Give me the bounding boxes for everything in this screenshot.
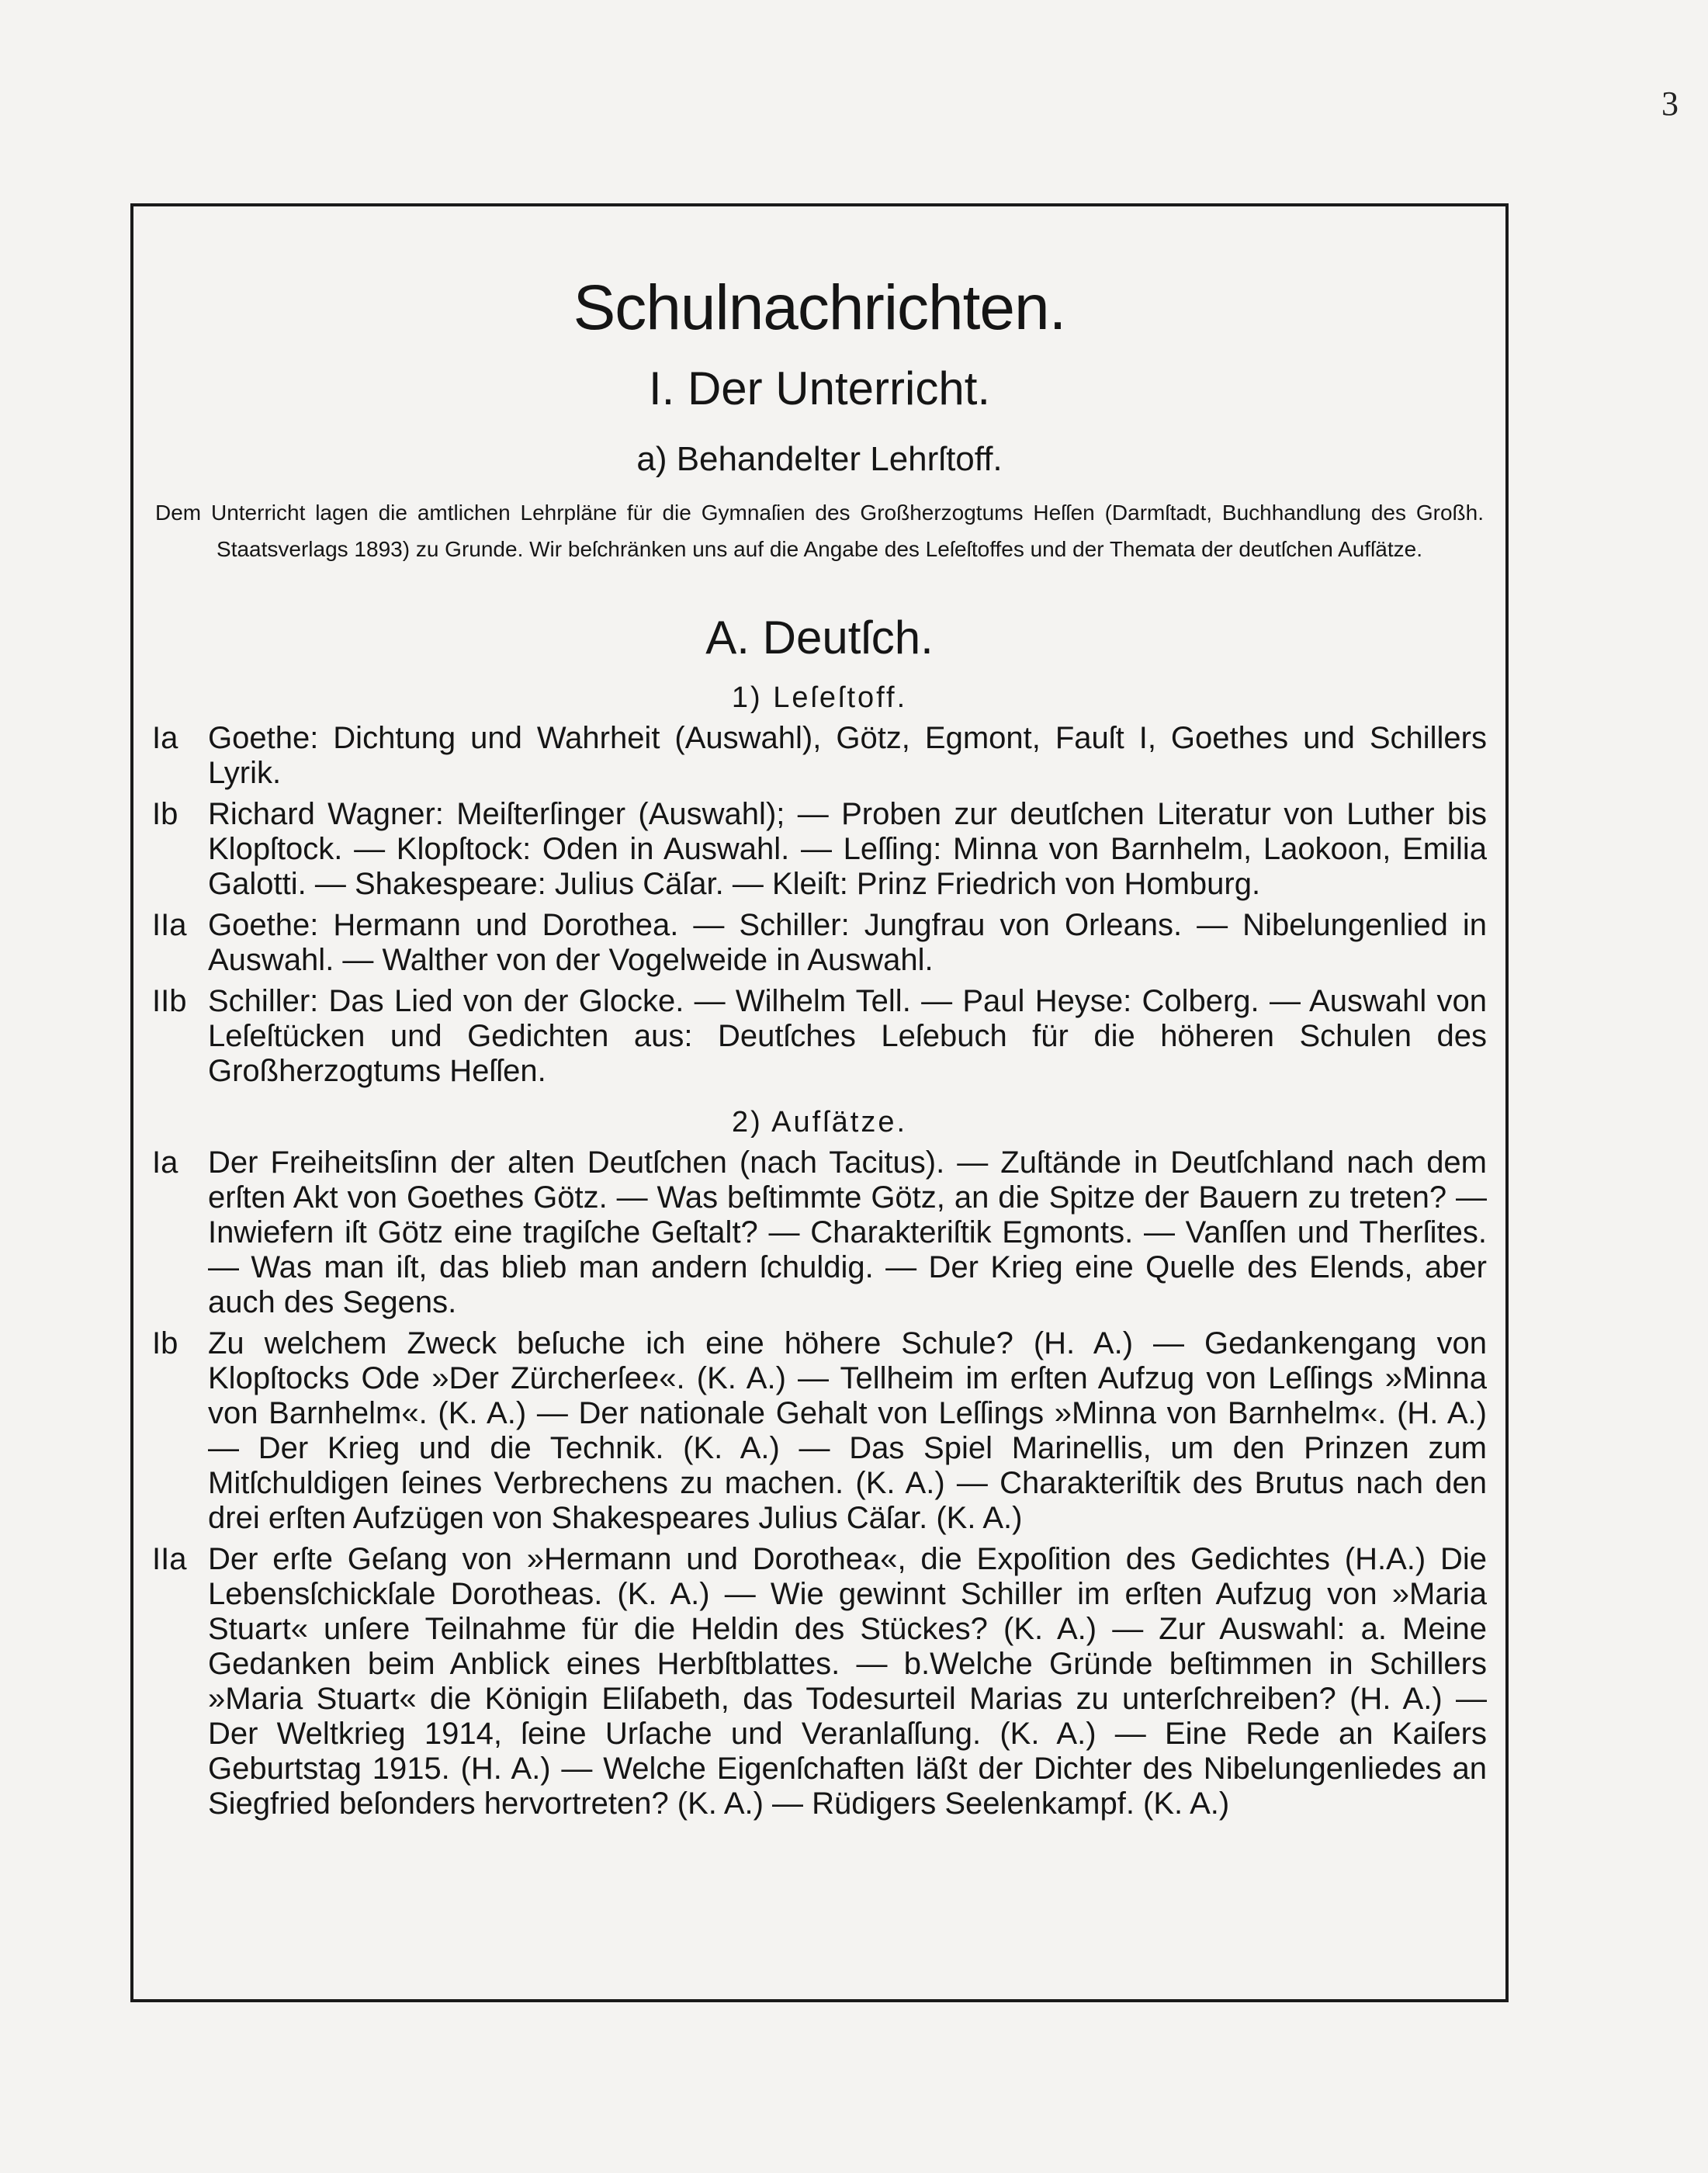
lesestoff-entry: [152, 797, 1487, 902]
class-label: IIa: [152, 908, 187, 943]
class-label: Ia: [152, 721, 178, 756]
aufsatz-entry: [152, 1542, 1487, 1821]
class-label: Ib: [152, 1326, 178, 1361]
entry-text: Der Freiheitsſinn der alten Deutſchen (nach Tacitus). — Zuſtände in Deutſchland nach dem erſten Akt von Goethes Götz. — Was beſtimmte Götz, an die Spitze der Bauern zu treten? — Inwiefern iſt Götz eine tragiſche Geſtalt? — Charakteriſtik Egmonts. — Vanſſen und Therſites. — Was man iſt, das blieb man andern ſchuldig. — Der Krieg eine Quelle des Elends, aber auch des Segens.: [208, 1145, 1487, 1320]
lesestoff-entry: [152, 721, 1487, 791]
lesestoff-entry: [152, 908, 1487, 978]
aufsatz-entry: [152, 1326, 1487, 1536]
entry-text: Der erſte Geſang von »Hermann und Dorothea«, die Expoſition des Gedichtes (H.A.) Die Lebensſchickſale Dorotheas. (K. A.) — Wie gewinnt Schiller im erſten Aufzug von »Maria Stuart« unſere Teilnahme für die Heldin des Stückes? (K. A.) — Zur Auswahl: a. Meine Gedanken beim Anblick eines Herbſtblattes. — b.Welche Gründe beſtimmen in Schillers »Maria Stuart« die Königin Eliſabeth, das Todesurteil Marias zu unterſchreiben? (H. A.) — Der Weltkrieg 1914, ſeine Urſache und Veranlaſſung. (K. A.) — Eine Rede an Kaiſers Geburtstag 1915. (H. A.) — Welche Eigenſchaften läßt der Dichter des Nibelungenliedes an Siegfried beſonders hervortreten? (K. A.) — Rüdigers Seelenkampf. (K. A.): [208, 1542, 1487, 1821]
class-label: Ia: [152, 1145, 178, 1180]
chapter-heading: I. Der Unterricht.: [648, 362, 991, 415]
subheading-lesestoff: 1) Leſeſtoff.: [731, 681, 908, 715]
page-title: Schulnachrichten.: [573, 272, 1066, 343]
intro-paragraph: Dem Unterricht lagen die amtlichen Lehrpläne für die Gymnaſien des Großherzogtums Heſſen (Darmſtadt, Buchhandlung des Großh. Staatsverlags 1893) zu Grunde. Wir beſchränken uns auf die Angabe des Leſeſtoffes und der Themata der deutſchen Aufſätze.: [155, 501, 1484, 562]
page-number: 3: [1661, 85, 1679, 123]
entry-text: Schiller: Das Lied von der Glocke. — Wilhelm Tell. — Paul Heyse: Colberg. — Auswahl von Leſeſtücken und Gedichten aus: Deutſches Leſebuch für die höheren Schulen des Großherzogtums Heſſen.: [208, 984, 1487, 1089]
class-label: IIb: [152, 984, 187, 1019]
class-label: Ib: [152, 797, 178, 832]
lesestoff-entry: [152, 984, 1487, 1089]
entry-text: Goethe: Hermann und Dorothea. — Schiller: Jungfrau von Orleans. — Nibelungenlied in Auswahl. — Walther von der Vogelweide in Auswahl.: [208, 908, 1487, 978]
aufsatz-entry: [152, 1145, 1487, 1320]
subheading-aufsaetze: 2) Aufſätze.: [731, 1106, 908, 1139]
content-body: [152, 206, 1487, 1821]
entry-text: Zu welchem Zweck beſuche ich eine höhere Schule? (H. A.) — Gedankengang von Klopſtocks Ode »Der Zürcherſee«. (K. A.) — Tellheim im erſten Aufzug von Leſſings »Minna von Barnhelm«. (K. A.) — Der nationale Gehalt von Leſſings »Minna von Barnhelm«. (H. A.) — Der Krieg und die Technik. (K. A.) — Das Spiel Marinellis, um den Prinzen zum Mitſchuldigen ſeines Verbrechens zu machen. (K. A.) — Charakteriſtik des Brutus nach den drei erſten Aufzügen von Shakespeares Julius Cäſar. (K. A.): [208, 1326, 1487, 1536]
content-frame: [130, 203, 1509, 2002]
class-label: IIa: [152, 1542, 187, 1577]
entry-text: Goethe: Dichtung und Wahrheit (Auswahl), Götz, Egmont, Fauſt I, Goethes und Schillers Lyrik.: [208, 721, 1487, 791]
subchapter-heading: a) Behandelter Lehrſtoff.: [636, 440, 1003, 479]
entry-text: Richard Wagner: Meiſterſinger (Auswahl); — Proben zur deutſchen Literatur von Luther bis Klopſtock. — Klopſtock: Oden in Auswahl. — Leſſing: Minna von Barnhelm, Laokoon, Emilia Galotti. — Shakespeare: Julius Cäſar. — Kleiſt: Prinz Friedrich von Homburg.: [208, 797, 1487, 902]
section-heading-deutsch: A. Deutſch.: [705, 612, 934, 664]
